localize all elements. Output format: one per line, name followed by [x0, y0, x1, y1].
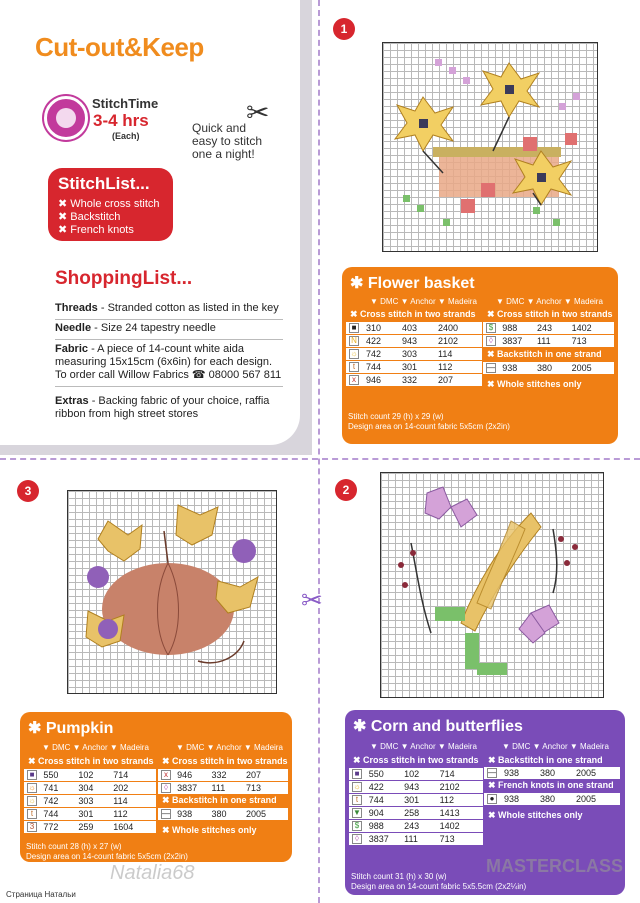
thread-anchor: 243 [536, 323, 552, 333]
thread-madeira: 714 [439, 769, 455, 779]
key-section-cross: ✖ Cross stitch in two strands [350, 309, 476, 319]
thread-anchor: 403 [402, 323, 418, 333]
thread-madeira: 112 [438, 362, 453, 372]
thread-symbol: ■ [349, 323, 359, 333]
thread-symbol: — [488, 768, 496, 777]
key-column-header: ▼ DMC ▼ Anchor ▼ Madeira [370, 297, 477, 306]
stitch-count: Stitch count 28 (h) x 27 (w) Design area on 14-count fabric 5x5cm (2x2in) [26, 842, 188, 861]
thread-madeira: 207 [245, 770, 261, 780]
thread-symbol: N [349, 336, 359, 346]
key-column-header: ▼ DMC ▼ Anchor ▼ Madeira [502, 742, 609, 751]
thread-madeira: 713 [571, 336, 587, 346]
thread-symbol: ☼ [350, 349, 358, 358]
key-section-whole: ✖ Whole stitches only [487, 379, 582, 389]
shopping-row-needle: Needle - Size 24 tapestry needle [55, 322, 283, 340]
pumpkin-chart [67, 490, 277, 694]
thread-dmc: 772 [43, 822, 59, 832]
thread-dmc: 988 [502, 323, 518, 333]
key-row [349, 794, 483, 806]
thread-symbol: x [349, 375, 359, 385]
key-row [346, 322, 482, 334]
stitch-time-label: StitchTime [92, 96, 159, 111]
pumpkin-pattern [68, 491, 278, 695]
key-row [483, 322, 614, 334]
thread-dmc: 938 [502, 363, 518, 373]
thread-symbol: — [162, 809, 170, 818]
key-row [349, 833, 483, 845]
shopping-row-fabric: Fabric - A piece of 14-count white aida measuring 15x15cm (6x6in) for each design. To order call Willow Fabrics ☎ 08000 567 811 [55, 343, 283, 387]
thread-anchor: 380 [540, 768, 556, 778]
shopping-list-title: ShoppingList... [55, 268, 193, 289]
thread-dmc: 742 [366, 349, 382, 359]
thread-anchor: 111 [536, 336, 551, 346]
thread-symbol: 3 [27, 822, 37, 832]
key-section-whole: ✖ Whole stitches only [488, 810, 583, 820]
thread-anchor: 111 [211, 783, 226, 793]
design-number-badge: 1 [333, 18, 355, 40]
thread-madeira: 1402 [439, 821, 460, 831]
key-row [24, 821, 156, 833]
key-row [483, 335, 614, 347]
thread-madeira: 713 [439, 834, 455, 844]
thread-madeira: 2102 [438, 336, 459, 346]
key-row [484, 793, 620, 805]
stitch-list-item: ✖ French knots [58, 224, 134, 236]
stitch-list-item: ✖ Backstitch [58, 211, 121, 223]
flower-basket-title: ✱ Flower basket [350, 275, 475, 292]
thread-dmc: 741 [43, 783, 59, 793]
thread-symbol: x [161, 770, 171, 780]
key-section-backstitch: ✖ Backstitch in one strand [162, 795, 277, 805]
thread-symbol: ▼ [353, 808, 361, 817]
key-row [349, 807, 483, 819]
thread-dmc: 742 [43, 796, 59, 806]
cut-line-vertical [318, 0, 320, 903]
thread-dmc: 946 [366, 375, 382, 385]
thread-symbol: t [349, 362, 359, 372]
key-row [346, 348, 482, 360]
thread-dmc: 3837 [368, 834, 389, 844]
key-row [24, 808, 156, 820]
thread-symbol: ◊ [161, 783, 171, 793]
flower-basket-pattern [383, 43, 599, 253]
cut-line-horizontal [0, 458, 640, 460]
thread-symbol: ■ [352, 769, 362, 779]
thread-dmc: 3837 [177, 783, 198, 793]
thread-dmc: 904 [368, 808, 384, 818]
quick-stitch-note: Quick and easy to stitch one a night! [192, 121, 263, 161]
thread-dmc: 422 [366, 336, 382, 346]
thread-madeira: 2400 [438, 323, 459, 333]
thread-dmc: 744 [368, 795, 384, 805]
thread-anchor: 301 [404, 795, 420, 805]
thread-madeira: 112 [113, 809, 128, 819]
thread-madeira: 2005 [245, 809, 266, 819]
key-row [24, 782, 156, 794]
watermark: Natalia68 [110, 862, 195, 884]
key-row [346, 335, 482, 347]
key-column-header: ▼ DMC ▼ Anchor ▼ Madeira [176, 743, 283, 752]
thread-symbol: ◊ [486, 336, 496, 346]
thread-anchor: 301 [78, 809, 94, 819]
page-title: Cut-out&Keep [35, 32, 204, 62]
key-section-cross: ✖ Cross stitch in two strands [162, 756, 288, 766]
thread-anchor: 943 [404, 782, 420, 792]
stitch-count: Stitch count 31 (h) x 30 (w) Design area on 14-count fabric 5x5.5cm (2x2¼in) [351, 872, 527, 891]
thread-anchor: 102 [78, 770, 94, 780]
thread-madeira: 114 [113, 796, 128, 806]
thread-anchor: 102 [404, 769, 420, 779]
key-row [346, 361, 482, 373]
key-section-cross: ✖ Cross stitch in two strands [487, 309, 613, 319]
shopping-row-threads: Threads - Stranded cotton as listed in the key [55, 302, 283, 320]
thread-dmc: 744 [366, 362, 382, 372]
thread-symbol: ■ [27, 770, 37, 780]
thread-symbol: $ [352, 821, 362, 831]
thread-anchor: 332 [402, 375, 418, 385]
thread-anchor: 380 [211, 809, 227, 819]
key-row [24, 795, 156, 807]
thread-dmc: 946 [177, 770, 193, 780]
key-row [158, 782, 288, 794]
key-row [349, 768, 483, 780]
thread-symbol: ☼ [28, 796, 36, 805]
thread-madeira: 1413 [439, 808, 460, 818]
key-column-header: ▼ DMC ▼ Anchor ▼ Madeira [496, 297, 603, 306]
thread-symbol: t [352, 795, 362, 805]
stitch-list-item: ✖ Whole cross stitch [58, 198, 160, 210]
thread-anchor: 304 [78, 783, 94, 793]
thread-madeira: 2005 [576, 794, 597, 804]
key-section-cross: ✖ Cross stitch in two strands [28, 756, 154, 766]
footer-credit: Страница Натальи [6, 890, 76, 899]
thread-anchor: 303 [402, 349, 418, 359]
thread-anchor: 380 [540, 794, 556, 804]
stitch-time-hours: 3-4 hrs [93, 111, 149, 130]
scissors-icon: ✂ [246, 97, 270, 128]
key-row [484, 767, 620, 779]
thread-dmc: 988 [368, 821, 384, 831]
thread-madeira: 713 [245, 783, 261, 793]
scissors-icon: ✂ [301, 585, 323, 615]
key-section-backstitch: ✖ Backstitch in one strand [487, 349, 602, 359]
thread-madeira: 114 [438, 349, 453, 359]
design-number-badge: 2 [335, 479, 357, 501]
thread-dmc: 550 [368, 769, 384, 779]
stitch-time-each: (Each) [112, 131, 140, 141]
key-section-cross: ✖ Cross stitch in two strands [353, 755, 479, 765]
watermark: MASTERCLASS [486, 856, 624, 876]
thread-anchor: 380 [536, 363, 552, 373]
thread-symbol: ◊ [352, 834, 362, 844]
thread-symbol: — [487, 363, 495, 372]
thread-anchor: 259 [78, 822, 94, 832]
design-number-badge: 3 [17, 480, 39, 502]
key-column-header: ▼ DMC ▼ Anchor ▼ Madeira [370, 742, 477, 751]
thread-anchor: 258 [404, 808, 420, 818]
pumpkin-title: ✱ Pumpkin [28, 720, 114, 737]
key-section-whole: ✖ Whole stitches only [162, 825, 257, 835]
key-row [24, 769, 156, 781]
thread-madeira: 2102 [439, 782, 460, 792]
thread-dmc: 938 [177, 809, 193, 819]
corn-butterflies-pattern [381, 473, 605, 699]
thread-dmc: 3837 [502, 336, 523, 346]
thread-madeira: 207 [438, 375, 454, 385]
thread-anchor: 303 [78, 796, 94, 806]
thread-symbol: ☼ [353, 782, 361, 791]
thread-anchor: 243 [404, 821, 420, 831]
thread-madeira: 202 [113, 783, 129, 793]
thread-symbol: t [27, 809, 37, 819]
corn-butterflies-chart [380, 472, 604, 698]
key-row [346, 374, 482, 386]
key-row [158, 769, 288, 781]
thread-madeira: 2005 [571, 363, 592, 373]
thread-anchor: 332 [211, 770, 227, 780]
thread-dmc: 310 [366, 323, 382, 333]
thread-madeira: 1604 [113, 822, 134, 832]
corn-butterflies-title: ✱ Corn and butterflies [353, 718, 523, 735]
thread-madeira: 112 [439, 795, 454, 805]
thread-dmc: 938 [504, 768, 520, 778]
stitch-count: Stitch count 29 (h) x 29 (w) Design area on 14-count fabric 5x5cm (2x2in) [348, 412, 510, 431]
key-row [349, 820, 483, 832]
thread-madeira: 2005 [576, 768, 597, 778]
alarm-clock-icon [44, 96, 88, 140]
thread-madeira: 714 [113, 770, 129, 780]
thread-symbol: ☼ [28, 783, 36, 792]
key-row [483, 362, 614, 374]
thread-dmc: 550 [43, 770, 59, 780]
thread-anchor: 943 [402, 336, 418, 346]
shopping-row-extras: Extras - Backing fabric of your choice, raffia ribbon from high street stores [55, 395, 270, 420]
thread-dmc: 744 [43, 809, 59, 819]
thread-madeira: 1402 [571, 323, 592, 333]
key-section-backstitch: ✖ Backstitch in one strand [488, 755, 603, 765]
key-row [349, 781, 483, 793]
thread-symbol: ● [487, 794, 497, 804]
stitch-list-title: StitchList... [58, 174, 150, 193]
thread-anchor: 111 [404, 834, 418, 844]
key-section-french-knots: ✖ French knots in one strand [488, 780, 614, 790]
key-column-header: ▼ DMC ▼ Anchor ▼ Madeira [42, 743, 149, 752]
thread-symbol: $ [486, 323, 496, 333]
thread-anchor: 301 [402, 362, 418, 372]
thread-dmc: 938 [504, 794, 520, 804]
flower-basket-chart [382, 42, 598, 252]
key-row [158, 808, 288, 820]
thread-dmc: 422 [368, 782, 384, 792]
